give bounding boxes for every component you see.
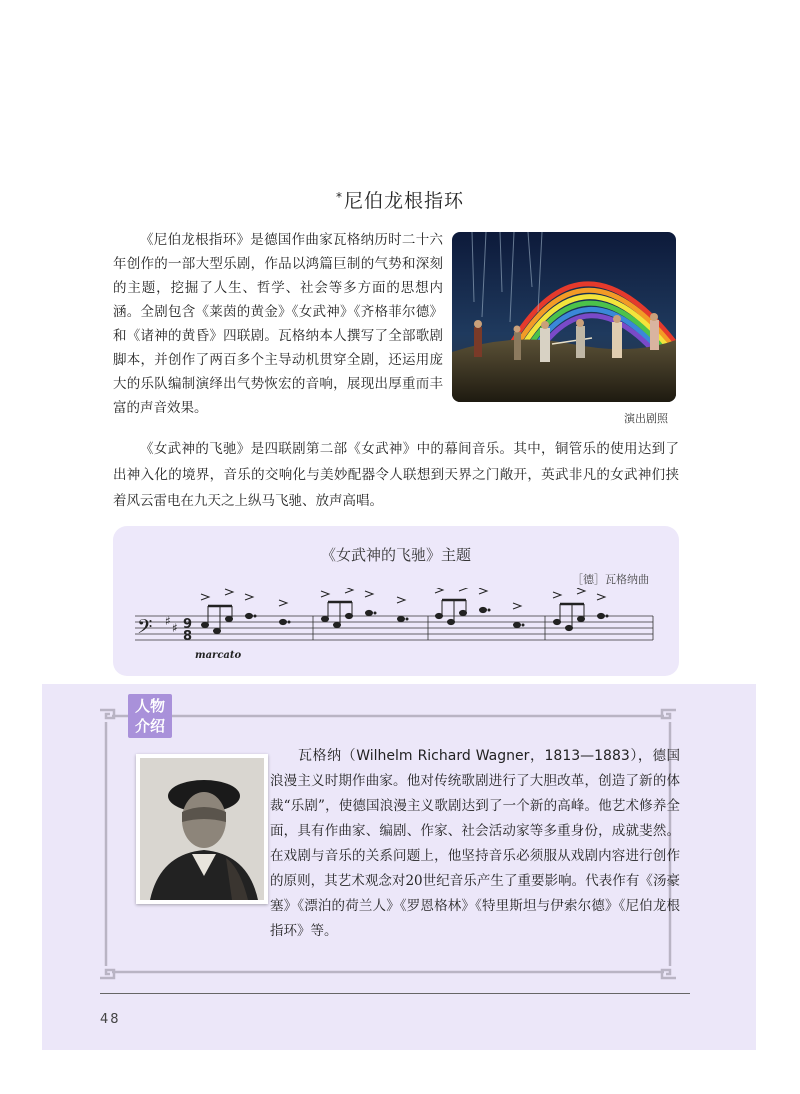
biography-panel: [42, 684, 756, 1050]
time-signature-top: 9: [183, 617, 193, 632]
footer-divider: [100, 993, 690, 994]
notes: [202, 600, 609, 634]
time-signature-bottom: 8: [183, 629, 193, 644]
section-paragraph: 《女武神的飞驰》是四联剧第二部《女武神》中的幕间音乐。其中，铜管乐的使用达到了出神入化的境界，音乐的交响化与美妙配器令人联想到天界之门敞开，英武非凡的女武神们挟着风云雷电在九天之上纵马飞驰、放声高唱。: [113, 441, 679, 509]
music-staff: [133, 588, 663, 668]
badge-line1: 人物: [134, 697, 165, 715]
key-signature-icon: ♯: [172, 621, 178, 635]
wagner-portrait: [136, 754, 268, 904]
score-panel: [113, 526, 679, 676]
biography-text: [270, 744, 680, 944]
marcato-marking: marcato: [195, 650, 242, 661]
performance-photo: [452, 232, 676, 402]
badge-line2: 介绍: [134, 717, 165, 735]
page-number: 48: [100, 1012, 121, 1027]
person-intro-badge: [128, 694, 172, 738]
bass-clef-icon: 𝄢: [137, 615, 153, 643]
optional-mark: *: [335, 190, 343, 204]
intro-paragraph: 《尼伯龙根指环》是德国作曲家瓦格纳历时二十六年创作的一部大型乐剧，作品以鸿篇巨制的气势和深刻的主题，挖掘了人生、哲学、社会等多方面的思想内涵。全剧包含《莱茵的黄金》《女武神》《齐格菲尔德》和《诸神的黄昏》四联剧。瓦格纳本人撰写了全部歌剧脚本，并创作了两百多个主导动机贯穿全剧，还运用庞大的乐队编制演绎出气势恢宏的音响，展现出厚重而丰富的声音效果。: [113, 232, 443, 416]
score-title: 《女武神的飞驰》主题: [320, 546, 471, 564]
key-signature-icon: ♯: [165, 614, 171, 628]
biography-body: 德国浪漫主义时期作曲家。他对传统歌剧进行了大胆改革，创造了新的体裁“乐剧”，使德国浪漫主义歌剧达到了一个新的高峰。他艺术修养全面，具有作曲家、编剧、作家、社会活动家等多重身份，成就斐然。在戏剧与音乐的关系问题上，他坚持音乐必须服从戏剧内容进行创作的原则，其艺术观念对20世纪音乐产生了重要影响。代表作有《汤豪塞》《漂泊的荷兰人》《罗恩格林》《特里斯坦与伊索尔德》《尼伯龙根指环》等。: [270, 748, 680, 939]
accent-marks: [201, 588, 605, 609]
composer-credit: ［德］瓦格纳曲: [572, 573, 649, 586]
composer-name: 瓦格纳（Wilhelm Richard Wagner，1813—1883），: [298, 748, 653, 764]
page-title: [0, 186, 800, 213]
title-text: 尼伯龙根指环: [343, 190, 464, 212]
photo-caption: 演出剧照: [624, 412, 668, 425]
